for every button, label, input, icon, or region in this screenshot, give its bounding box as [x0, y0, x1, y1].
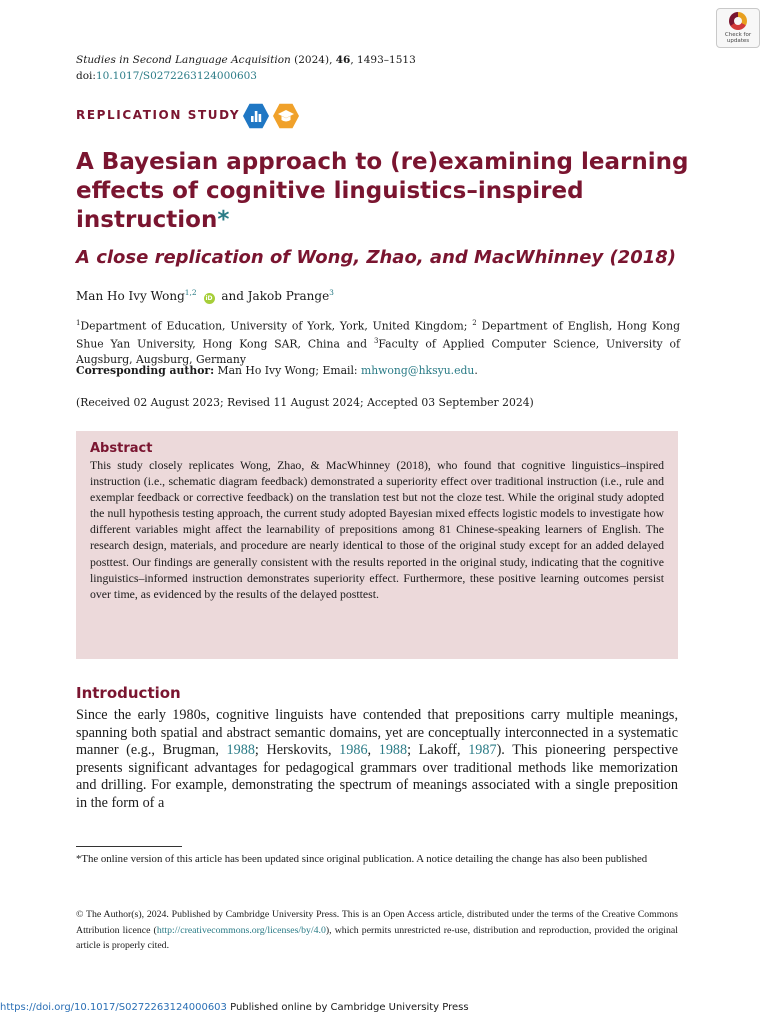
check-updates-label: Check for updates: [724, 32, 752, 44]
citation-link[interactable]: 1987: [468, 742, 497, 759]
journal-volume: 46: [335, 54, 351, 66]
bottom-access-bar: https://doi.org/10.1017/S0272263124000603 Published online by Cambridge University Press: [0, 1002, 469, 1013]
orcid-icon[interactable]: iD: [205, 295, 213, 302]
footnote-divider: [76, 846, 182, 847]
check-for-updates-badge[interactable]: [716, 8, 760, 48]
article-subtitle: A close replication of Wong, Zhao, and MacWhinney (2018): [76, 247, 676, 268]
corresponding-author: Corresponding author: Man Ho Ivy Wong; Email: mhwong@hksyu.edu.: [76, 364, 478, 377]
journal-citation: Studies in Second Language Acquisition (2024), 46, 1493–1513: [76, 54, 416, 66]
citation-link[interactable]: 1988: [378, 742, 408, 759]
doi-link[interactable]: 10.1017/S0272263124000603: [95, 70, 257, 82]
introduction-paragraph: Since the early 1980s, cognitive linguists have contended that prepositions carry multiple meanings, spanning both spatial and abstract semantic domains, yet are conceptually interconnected in a systematic manner (e.g., Brugman, 1988; Herskovits, 1986, 1988; Lakoff, 1987). This pioneering perspective presents significant advantages for pedagogical grammars over traditional methods like memorization and drilling. For example, demonstrating the spectrum of meanings associated with a single preposition in the form of a: [76, 707, 678, 811]
footnote: *The online version of this article has been updated since original publication. A notice detailing the change has also been published: [76, 853, 648, 865]
journal-name: Studies in Second Language Acquisition: [76, 54, 291, 66]
citation-link[interactable]: 1986: [339, 742, 368, 759]
open-materials-badge-icon[interactable]: [273, 103, 299, 129]
open-data-badge-icon[interactable]: [243, 103, 269, 129]
abstract-text: This study closely replicates Wong, Zhao, & MacWhinney (2018), who found that cognitive linguistics–inspired instruction (i.e., schematic diagram feedback) demonstrated a superiority effect over traditional instruction (i.e., rule and exemplar feedback or corrective feedback) on the translation test but not the cloze test. While the original study adopted the null hypothesis testing approach, the current study adopted Bayesian mixed effects logistic models to investigate how different variables might affect the learnability of prepositions among 81 Chinese-speaking learners of English. The research design, materials, and procedure are nearly identical to those of the original study except for an added delayed posttest. Our findings are generally consistent with the results reported in the original study, indicating that the cognitive linguistics–informed instruction demonstrates superiority effect. Furthermore, these positive learning outcomes persist over time, as evidenced by the results of the delayed posttest.: [90, 458, 664, 601]
email-link[interactable]: mhwong@hksyu.edu: [360, 364, 475, 377]
doi-line: doi:10.1017/S0272263124000603: [76, 70, 257, 82]
author-list: Man Ho Ivy Wong$^{1,2}$ iD and Jakob Prange$^3$: [76, 288, 334, 303]
abstract-heading: Abstract: [90, 441, 153, 456]
article-title: A Bayesian approach to (re)examining learning effects of cognitive linguistics–inspired instruction*: [76, 149, 689, 233]
doi-url-link[interactable]: https://doi.org/10.1017/S0272263124000603: [0, 1002, 227, 1013]
article-type-label: REPLICATION STUDY: [76, 108, 241, 122]
license-link[interactable]: http://creativecommons.org/licenses/by/4.0: [156, 924, 326, 936]
check-updates-icon: [729, 12, 747, 30]
publication-dates: (Received 02 August 2023; Revised 11 August 2024; Accepted 03 September 2024): [76, 396, 534, 409]
citation-link[interactable]: 1988: [226, 742, 255, 759]
license-statement: © The Author(s), 2024. Published by Cambridge University Press. This is an Open Access article, distributed under the terms of the Creative Commons Attribution licence (http://creativecommons.org/licenses/by/4.0), which permits unrestricted re-use, distribution and reproduction, provided the original article is properly cited.: [76, 909, 678, 951]
abstract-box: [76, 431, 678, 659]
author-name[interactable]: Jakob Prange: [247, 289, 330, 303]
title-footnote-mark[interactable]: *: [217, 207, 230, 233]
author-name[interactable]: Man Ho Ivy Wong: [76, 289, 185, 303]
section-heading-introduction: Introduction: [76, 684, 181, 702]
affiliations: $^1$Department of Education, University of York, York, United Kingdom; $^2$ Department of English, Hong Kong Shue Yan University, Hong Kong SAR, China and $^3$Faculty of Applied Computer Science, University of Augsburg, Augsburg, Germany: [76, 319, 680, 367]
